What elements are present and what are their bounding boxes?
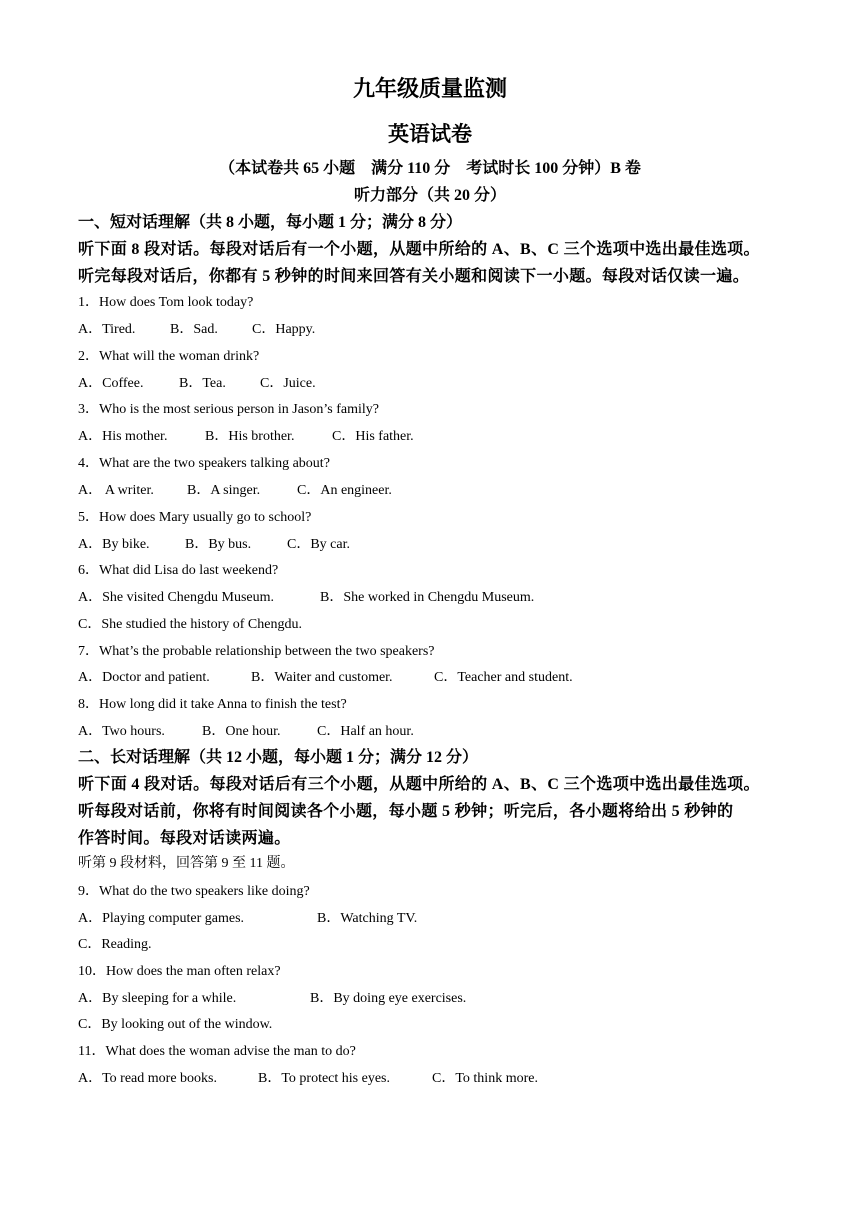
question-text: 7．What’s the probable relationship between the two speakers? bbox=[78, 644, 435, 659]
answer-options bbox=[78, 721, 414, 743]
option-b: B．By doing eye exercises. bbox=[310, 991, 467, 1006]
option-c: C．Teacher and student. bbox=[434, 670, 573, 685]
answer-options bbox=[78, 587, 534, 609]
question-text: 6．What did Lisa do last weekend? bbox=[78, 563, 279, 578]
option-c: C．His father. bbox=[332, 429, 414, 444]
listening-part-heading: 听力部分（共 20 分） bbox=[353, 187, 506, 204]
option-c: C．An engineer. bbox=[297, 483, 392, 498]
option-b: B．One hour. bbox=[202, 724, 281, 739]
question-text: 9．What do the two speakers like doing? bbox=[78, 884, 310, 899]
option-a: A．Tired. bbox=[78, 322, 136, 337]
answer-options bbox=[78, 426, 414, 448]
option-a: A．To read more books. bbox=[78, 1071, 217, 1086]
material-note: 听第 9 段材料，回答第 9 至 11 题。 bbox=[78, 856, 295, 871]
option-c: C．To think more. bbox=[432, 1071, 538, 1086]
option-a: A．Doctor and patient. bbox=[78, 670, 210, 685]
question-text: 5．How does Mary usually go to school? bbox=[78, 510, 312, 525]
answer-options bbox=[78, 667, 573, 689]
option-b: B．By bus. bbox=[185, 537, 252, 552]
option-b: B．She worked in Chengdu Museum. bbox=[320, 590, 535, 605]
section1-heading: 一、短对话理解（共 8 小题，每小题 1 分；满分 8 分） bbox=[78, 214, 463, 231]
answer-options bbox=[78, 1068, 538, 1090]
page-title: 九年级质量监测 bbox=[352, 76, 507, 101]
option-b: B．To protect his eyes. bbox=[258, 1071, 390, 1086]
option-a: A．Playing computer games. bbox=[78, 911, 245, 926]
option-a: A．His mother. bbox=[78, 429, 168, 444]
question-text: 10．How does the man often relax? bbox=[78, 964, 281, 979]
option-b: B．A singer. bbox=[187, 483, 261, 498]
page-subtitle: 英语试卷 bbox=[388, 122, 472, 146]
option-b: B．Sad. bbox=[170, 322, 218, 337]
option-b: B．Watching TV. bbox=[317, 911, 418, 926]
option-b: B．His brother. bbox=[205, 429, 295, 444]
option-a: A． A writer. bbox=[78, 483, 154, 498]
question-text: 8．How long did it take Anna to finish the test? bbox=[78, 697, 347, 712]
option-a: A．By sleeping for a while. bbox=[78, 991, 237, 1006]
option-c: C．Reading. bbox=[78, 937, 152, 952]
option-a: A．By bike. bbox=[78, 537, 150, 552]
section2-instruction: 听每段对话前，你将有时间阅读各个小题，每小题 5 秒钟；听完后，各小题将给出 5 秒钟的 bbox=[78, 803, 734, 820]
option-c: C．Juice. bbox=[260, 376, 316, 391]
question-text: 2．What will the woman drink? bbox=[78, 349, 260, 364]
option-a: A．Two hours. bbox=[78, 724, 165, 739]
option-a: A．She visited Chengdu Museum. bbox=[78, 590, 274, 605]
section2-instruction: 听下面 4 段对话。每段对话后有三个小题，从题中所给的 A、B、C 三个选项中选出最佳选项。 bbox=[78, 776, 760, 793]
answer-options bbox=[78, 319, 315, 341]
option-b: B．Tea. bbox=[179, 376, 226, 391]
question-text: 3．Who is the most serious person in Jason’s family? bbox=[78, 402, 379, 417]
option-a: A．Coffee. bbox=[78, 376, 144, 391]
option-c: C．By car. bbox=[287, 537, 350, 552]
answer-options bbox=[78, 988, 466, 1010]
option-c: C．By looking out of the window. bbox=[78, 1017, 273, 1032]
answer-options bbox=[78, 534, 350, 556]
option-c: C．She studied the history of Chengdu. bbox=[78, 617, 302, 632]
section2-instruction: 作答时间。每段对话读两遍。 bbox=[78, 830, 291, 847]
section1-instruction: 听下面 8 段对话。每段对话后有一个小题，从题中所给的 A、B、C 三个选项中选出最佳选项。 bbox=[78, 241, 760, 258]
answer-options bbox=[78, 908, 417, 930]
question-text: 1．How does Tom look today? bbox=[78, 295, 254, 310]
question-text: 11．What does the woman advise the man to do? bbox=[78, 1044, 356, 1059]
section2-heading: 二、长对话理解（共 12 小题，每小题 1 分；满分 12 分） bbox=[78, 749, 479, 766]
answer-options bbox=[78, 480, 392, 502]
answer-options bbox=[78, 373, 316, 395]
option-c: C．Half an hour. bbox=[317, 724, 414, 739]
option-b: B．Waiter and customer. bbox=[251, 670, 393, 685]
option-c: C．Happy. bbox=[252, 322, 316, 337]
question-text: 4．What are the two speakers talking about? bbox=[78, 456, 330, 471]
section1-instruction: 听完每段对话后，你都有 5 秒钟的时间来回答有关小题和阅读下一小题。每段对话仅读一遍。 bbox=[78, 268, 750, 285]
exam-info: （本试卷共 65 小题 满分 110 分 考试时长 100 分钟）B 卷 bbox=[219, 160, 641, 177]
